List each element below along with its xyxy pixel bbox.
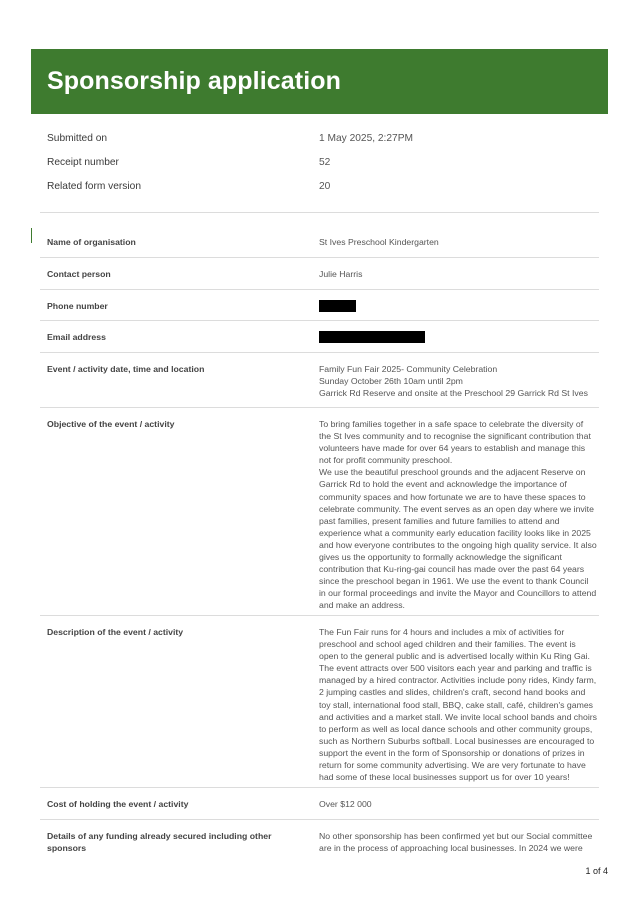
meta-value: 1 May 2025, 2:27PM xyxy=(319,132,414,144)
field-value: No other sponsorship has been confirmed yet but our Social committee are in the process of approaching local businesses. In 2024 we were xyxy=(319,831,593,854)
field-label: Description of the event / activity xyxy=(47,627,184,637)
field-value xyxy=(319,363,597,407)
meta-row-form-version xyxy=(47,174,607,198)
meta-value: 52 xyxy=(319,156,331,168)
field-label: Event / activity date, time and location xyxy=(47,364,205,374)
field-label: Name of organisation xyxy=(47,237,136,247)
field-row-email xyxy=(40,321,599,353)
field-label: Cost of holding the event / activity xyxy=(47,799,189,809)
field-row-phone xyxy=(40,290,599,321)
field-row-description xyxy=(40,616,599,788)
field-label: Contact person xyxy=(47,269,111,279)
event-line: Sunday October 26th 10am until 2pm xyxy=(319,376,463,387)
meta-value: 20 xyxy=(319,180,331,192)
meta-label: Related form version xyxy=(47,180,141,192)
page-title: Sponsorship application xyxy=(47,67,341,95)
field-value xyxy=(319,331,597,352)
field-value: Over $12 000 xyxy=(319,799,372,809)
field-row-funding xyxy=(40,820,599,860)
field-row-cost xyxy=(40,788,599,820)
page-number: 1 of 4 xyxy=(585,866,608,876)
objective-paragraph: We use the beautiful preschool grounds and the adjacent Reserve on Garrick Rd to hold the event and acknowledge the importance of community spaces and how fortunate we are to have these spaces to celebrate community. The event serves as an open day where we invite past families, present families and future families to attend and experience what a community early education facility looks like in 2025 and how everyone contributes to the ongoing high quality service. It also gives us the opportunity to formally acknowledge the significant contribution that Ku-ring-gai council has made over the past 64 years since the preschool began in 1961. We use the event to thank Council in our formal proceedings and invite the Mayor and Councillors to attend and make an address. xyxy=(319,467,597,611)
field-label: Email address xyxy=(47,332,106,342)
field-row-event xyxy=(40,353,599,408)
field-label: Phone number xyxy=(47,301,108,311)
meta-label: Receipt number xyxy=(47,156,119,168)
meta-label: Submitted on xyxy=(47,132,108,144)
meta-row-submitted xyxy=(47,126,607,150)
redaction-block xyxy=(319,300,356,312)
redaction-block xyxy=(319,331,425,343)
field-label: Objective of the event / activity xyxy=(47,419,175,429)
text-cursor xyxy=(31,228,32,243)
event-line: Family Fun Fair 2025- Community Celebration xyxy=(319,364,498,374)
field-row-organisation xyxy=(40,226,599,258)
field-value: St Ives Preschool Kindergarten xyxy=(319,237,439,247)
field-label: Details of any funding already secured including other sponsors xyxy=(47,831,272,854)
field-value xyxy=(319,300,597,320)
field-row-objective xyxy=(40,408,599,616)
divider xyxy=(40,212,599,213)
field-row-contact xyxy=(40,258,599,290)
field-value: The Fun Fair runs for 4 hours and includes a mix of activities for preschool and school aged children and their families. The event is open to the general public and is advertised locally within Ku Ring Gai. The event attracts over 500 visitors each year and parking and traffic is managed by a hired contractor. Activities include pony rides, Kindy farm, 2 jumping castles and slides, children's craft, second hand books and toy stall, international food stall, BBQ, cake stall, café, children's games and activities and a market stall. We invite local school bands and choirs to perform as well as local dance schools and other community groups, such as Northern Suburbs softball. Local businesses are encouraged to support the event in the form of Sponsorship or donations of prizes in return for some community advertising. We are very fortunate to have had some of these local businesses support us for over 10 years! xyxy=(319,627,597,783)
header-banner xyxy=(31,49,608,114)
submission-meta xyxy=(47,126,607,198)
meta-row-receipt xyxy=(47,150,607,174)
event-line: Garrick Rd Reserve and onsite at the Preschool 29 Garrick Rd St Ives xyxy=(319,388,588,399)
form-fields xyxy=(40,226,599,860)
field-value xyxy=(319,418,597,615)
objective-paragraph: To bring families together in a safe space to celebrate the diversity of the St Ives community and to recognise the significant contribution that volunteers have made for over 64 years to establish and manage this not for profit community preschool. xyxy=(319,419,591,466)
field-value: Julie Harris xyxy=(319,269,363,279)
